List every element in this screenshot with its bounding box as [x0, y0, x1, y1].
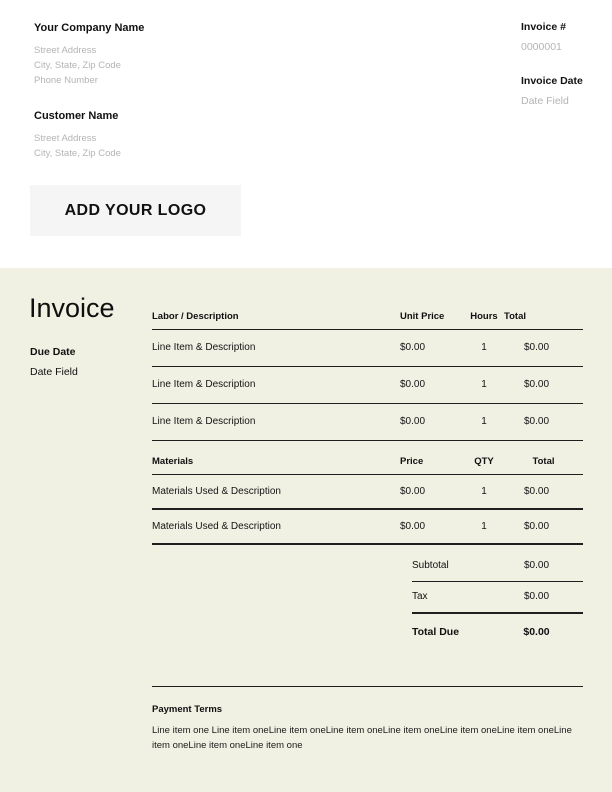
customer-name: Customer Name: [34, 110, 119, 122]
labor-row-total: $0.00: [523, 379, 550, 390]
total-due-row: [412, 614, 583, 648]
labor-table: [152, 308, 583, 441]
labor-row-hours: 1: [481, 416, 487, 427]
add-logo-label: ADD YOUR LOGO: [64, 201, 207, 219]
materials-table-row[interactable]: [152, 475, 583, 510]
materials-price-header: Price: [400, 456, 424, 467]
labor-table-header: [152, 308, 583, 330]
subtotal-label: Subtotal: [412, 560, 449, 571]
header-section: [0, 0, 612, 268]
line-items-area: [152, 308, 583, 753]
payment-terms-text-field[interactable]: Line item one Line item oneLine item oneLine item oneLine item oneLine item oneLine item oneLine item oneLine item oneLine item one: [152, 725, 572, 751]
footer-divider-line: [152, 686, 583, 687]
tax-value: $0.00: [523, 591, 550, 602]
company-phone-field[interactable]: Phone Number: [34, 75, 98, 86]
customer-street-address-field[interactable]: Street Address: [34, 133, 97, 144]
total-due-value: $0.00: [523, 626, 550, 638]
company-name: Your Company Name: [34, 22, 145, 34]
invoice-number-label: Invoice #: [521, 21, 566, 33]
total-due-label: Total Due: [412, 626, 460, 638]
materials-row-description: Materials Used & Description: [152, 485, 281, 497]
customer-address: [34, 131, 121, 161]
company-street-address-field[interactable]: Street Address: [34, 45, 97, 56]
labor-total-header: Total: [504, 311, 526, 322]
labor-row-total: $0.00: [523, 342, 550, 353]
invoice-meta-block: [521, 21, 583, 108]
payment-terms-block: [152, 704, 583, 753]
materials-row-price: $0.00: [400, 485, 426, 497]
materials-row-total: $0.00: [523, 520, 550, 532]
labor-row-hours: 1: [481, 342, 487, 353]
labor-table-row[interactable]: [152, 330, 583, 367]
labor-description-header: Labor / Description: [152, 311, 239, 322]
labor-row-unit-price: $0.00: [400, 416, 426, 427]
materials-row-qty: 1: [481, 485, 487, 497]
tax-label: Tax: [412, 591, 428, 602]
invoice-number-field[interactable]: 0000001: [521, 41, 562, 53]
materials-total-header: Total: [532, 456, 555, 467]
due-date-label: Due Date: [30, 346, 76, 358]
company-address: [34, 43, 144, 88]
invoice-date-group: [521, 75, 583, 108]
labor-row-unit-price: $0.00: [400, 379, 426, 390]
labor-hours-header: Hours: [470, 311, 498, 322]
materials-row-price: $0.00: [400, 520, 426, 532]
labor-row-unit-price: $0.00: [400, 342, 426, 353]
materials-table-row[interactable]: [152, 510, 583, 545]
invoice-body-section: [0, 268, 612, 792]
due-date-block: [30, 346, 78, 379]
payment-terms-label: Payment Terms: [152, 704, 223, 715]
labor-row-description: Line Item & Description: [152, 416, 256, 427]
company-city-state-zip-field[interactable]: City, State, Zip Code: [34, 60, 121, 71]
invoice-date-label: Invoice Date: [521, 75, 583, 87]
materials-table: [152, 453, 583, 545]
subtotal-value: $0.00: [523, 560, 550, 571]
totals-block: [412, 551, 583, 648]
labor-row-total: $0.00: [523, 416, 550, 427]
invoice-title: Invoice: [29, 293, 115, 323]
customer-city-state-zip-field[interactable]: City, State, Zip Code: [34, 148, 121, 159]
labor-row-description: Line Item & Description: [152, 379, 256, 390]
tax-row: [412, 582, 583, 614]
materials-description-header: Materials: [152, 456, 194, 467]
materials-row-total: $0.00: [523, 485, 550, 497]
labor-row-description: Line Item & Description: [152, 342, 256, 353]
materials-qty-header: QTY: [474, 456, 494, 467]
labor-unit-price-header: Unit Price: [400, 311, 445, 322]
materials-row-qty: 1: [481, 520, 487, 532]
due-date-field[interactable]: Date Field: [30, 366, 78, 378]
add-logo-placeholder[interactable]: [30, 185, 241, 236]
company-info-block: [34, 21, 144, 88]
labor-table-row[interactable]: [152, 367, 583, 404]
materials-table-header: [152, 453, 583, 475]
invoice-date-field[interactable]: Date Field: [521, 95, 569, 107]
subtotal-row: [412, 551, 583, 582]
labor-table-row[interactable]: [152, 404, 583, 441]
customer-info-block: [34, 109, 121, 161]
materials-row-description: Materials Used & Description: [152, 520, 281, 532]
labor-row-hours: 1: [481, 379, 487, 390]
